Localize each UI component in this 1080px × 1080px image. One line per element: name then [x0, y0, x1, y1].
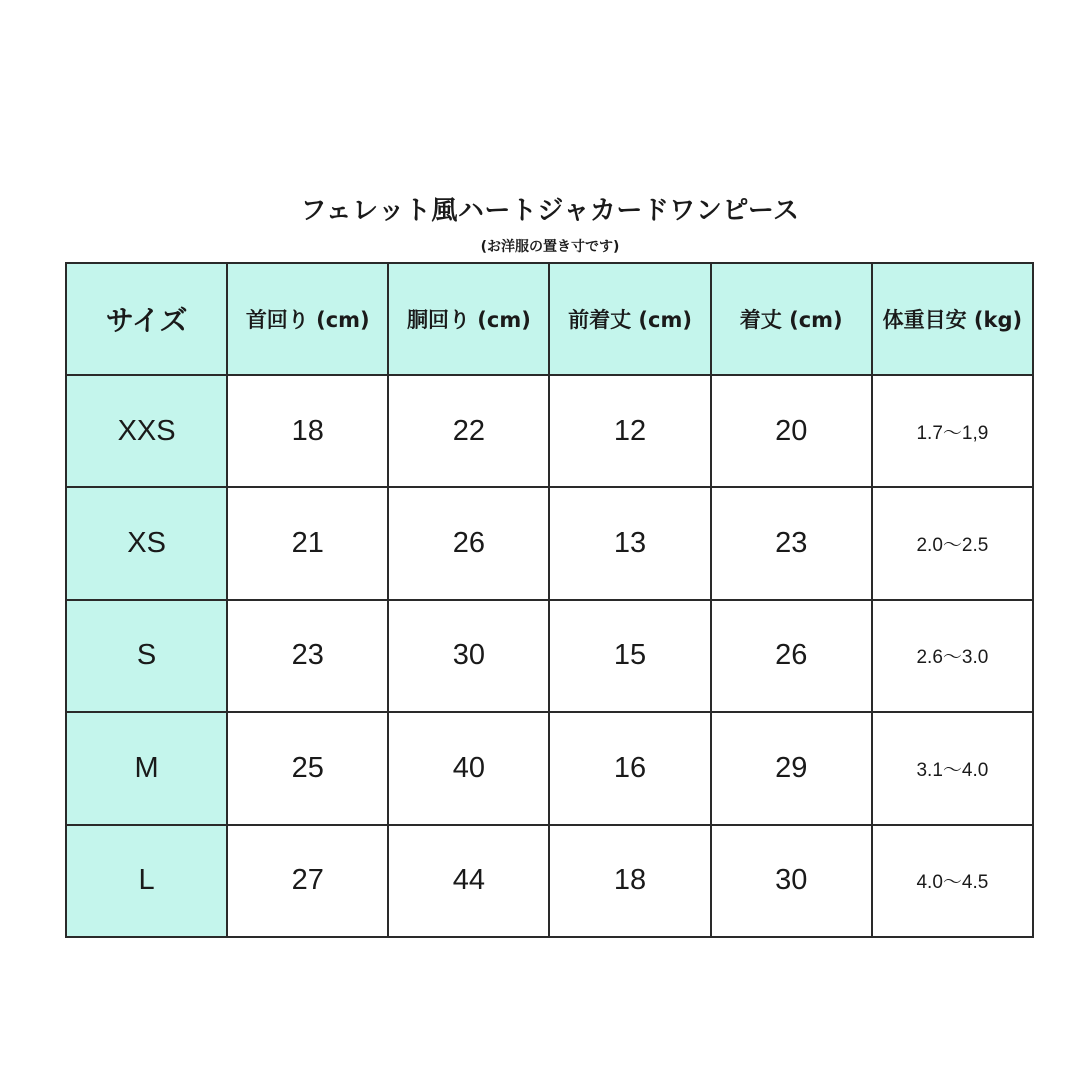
size-cell: M: [66, 712, 227, 824]
table-row: [66, 487, 1033, 599]
front-length-cell: 13: [549, 487, 710, 599]
front-length-cell: 18: [549, 825, 710, 937]
weight-cell: 3.1〜4.0: [872, 712, 1033, 824]
page-subtitle: (お洋服の置き寸です): [480, 239, 620, 255]
chest-cell: 26: [388, 487, 549, 599]
table-row: [66, 825, 1033, 937]
header-chest: 胴回り (cm): [388, 263, 549, 375]
header-size: サイズ: [66, 263, 227, 375]
weight-cell: 4.0〜4.5: [872, 825, 1033, 937]
table-header-row: [66, 263, 1033, 375]
chest-cell: 44: [388, 825, 549, 937]
table-row: [66, 600, 1033, 712]
back-length-cell: 20: [711, 375, 872, 487]
chest-cell: 40: [388, 712, 549, 824]
header-front-length: 前着丈 (cm): [549, 263, 710, 375]
size-cell: S: [66, 600, 227, 712]
back-length-cell: 23: [711, 487, 872, 599]
size-cell: XS: [66, 487, 227, 599]
table-row: [66, 375, 1033, 487]
front-length-cell: 15: [549, 600, 710, 712]
back-length-cell: 26: [711, 600, 872, 712]
size-chart-table: [65, 262, 1034, 938]
neck-cell: 21: [227, 487, 388, 599]
weight-cell: 2.0〜2.5: [872, 487, 1033, 599]
chest-cell: 30: [388, 600, 549, 712]
chest-cell: 22: [388, 375, 549, 487]
front-length-cell: 16: [549, 712, 710, 824]
header-neck: 首回り (cm): [227, 263, 388, 375]
neck-cell: 25: [227, 712, 388, 824]
neck-cell: 23: [227, 600, 388, 712]
weight-cell: 1.7〜1,9: [872, 375, 1033, 487]
neck-cell: 18: [227, 375, 388, 487]
size-cell: XXS: [66, 375, 227, 487]
weight-cell: 2.6〜3.0: [872, 600, 1033, 712]
page-title: フェレット風ハートジャカードワンピース: [300, 196, 800, 226]
header-weight: 体重目安 (kg): [872, 263, 1033, 375]
neck-cell: 27: [227, 825, 388, 937]
header-back-length: 着丈 (cm): [711, 263, 872, 375]
back-length-cell: 30: [711, 825, 872, 937]
table-row: [66, 712, 1033, 824]
front-length-cell: 12: [549, 375, 710, 487]
back-length-cell: 29: [711, 712, 872, 824]
size-cell: L: [66, 825, 227, 937]
